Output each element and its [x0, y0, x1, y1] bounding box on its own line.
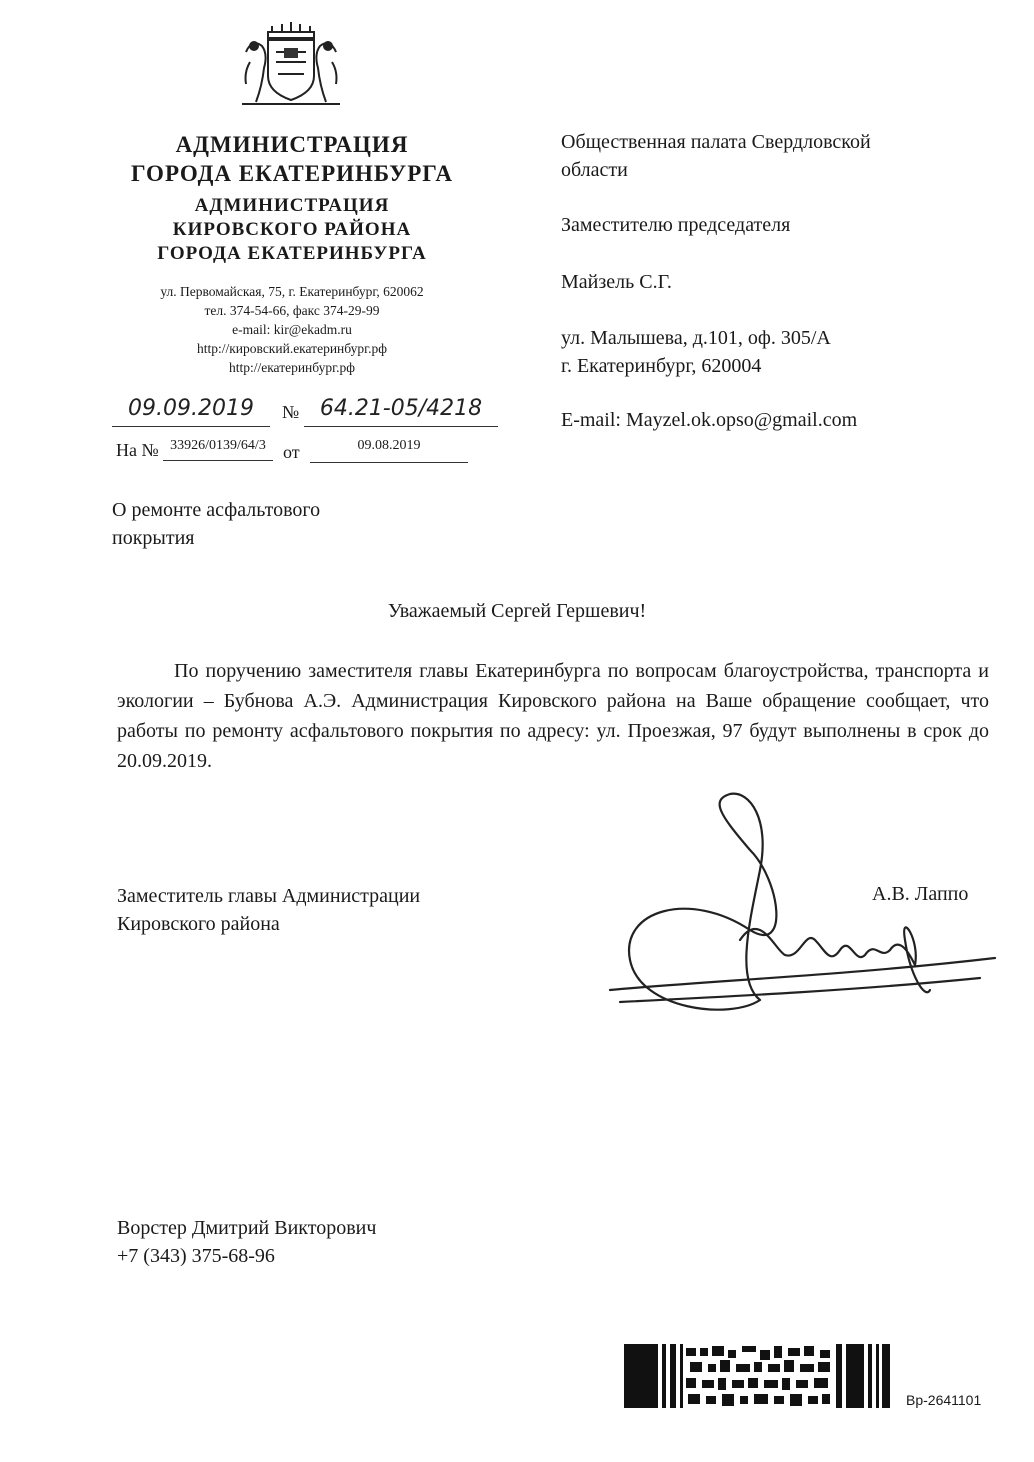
recipient-org-line2: области [561, 159, 628, 181]
reference-date: 09.08.2019 [310, 438, 468, 463]
sub-org-line2: КИРОВСКОГО РАЙОНА [172, 219, 412, 240]
sub-org-line3: ГОРОДА ЕКАТЕРИНБУРГА [157, 243, 427, 264]
signatory-position-line2: Кировского района [117, 913, 280, 935]
letter-body: По поручению заместителя главы Екатеринбурга по вопросам благоустройства, транспорта и экологии – Бубнова А.Э. Администрация Кировского района на Ваше обращение сообщает, что работы по ремонту асфальтового покрытия по адресу: ул. Проезжая, 97 будут выполнены в срок до 20.09.2019. [117, 660, 989, 772]
reference-prefix: На № [116, 440, 159, 460]
org-address: ул. Первомайская, 75, г. Екатеринбург, 620062 [160, 284, 424, 299]
recipient-email: E-mail: Mayzel.ok.opso@gmail.com [561, 409, 858, 431]
executor-phone: +7 (343) 375-68-96 [117, 1245, 275, 1267]
subject-line2: покрытия [112, 527, 195, 549]
recipient-name: Майзель С.Г. [561, 271, 672, 293]
registration-number-sign: № [282, 402, 300, 422]
recipient-street: ул. Малышева, д.101, оф. 305/А [561, 327, 831, 349]
executor-info [117, 1214, 376, 1270]
signatory-name: А.В. Лаппо [872, 883, 969, 905]
subject-line1: О ремонте асфальтового [112, 499, 321, 521]
handwritten-signature [600, 790, 1000, 1050]
recipient-organization [561, 128, 871, 184]
org-email: e-mail: kir@ekadm.ru [232, 322, 352, 337]
org-title-line2: ГОРОДА ЕКАТЕРИНБУРГА [131, 161, 453, 186]
sub-org-line1: АДМИНИСТРАЦИЯ [194, 195, 390, 216]
org-title-line1: АДМИНИСТРАЦИЯ [175, 132, 409, 157]
coat-of-arms-emblem [238, 22, 344, 108]
signatory-position-line1: Заместитель главы Администрации [117, 885, 421, 907]
executor-name: Ворстер Дмитрий Викторович [117, 1217, 377, 1239]
sub-org-header [108, 194, 476, 266]
barcode-code: Вр-2641101 [906, 1392, 982, 1408]
letter-subject [112, 496, 320, 552]
recipient-org-line1: Общественная палата Свердловской [561, 131, 871, 153]
recipient-position: Заместителю председателя [561, 214, 791, 236]
org-site-district: http://кировский.екатеринбург.рф [196, 341, 388, 356]
letter-greeting: Уважаемый Сергей Гершевич! [387, 600, 647, 622]
org-header [108, 130, 476, 188]
org-phone: тел. 374-54-66, факс 374-29-99 [204, 303, 380, 318]
reference-from-label: от [283, 442, 300, 462]
recipient-city: г. Екатеринбург, 620004 [561, 355, 762, 377]
recipient-address [561, 324, 831, 380]
reference-number: 33926/0139/64/3 [163, 438, 273, 461]
org-site-city: http://екатеринбург.рф [228, 360, 356, 375]
document-barcode [624, 1344, 894, 1408]
org-contacts [108, 282, 476, 377]
signatory-position [117, 882, 420, 938]
registration-date: 09.09.2019 [112, 396, 270, 427]
registration-number: 64.21-05/4218 [304, 396, 498, 427]
